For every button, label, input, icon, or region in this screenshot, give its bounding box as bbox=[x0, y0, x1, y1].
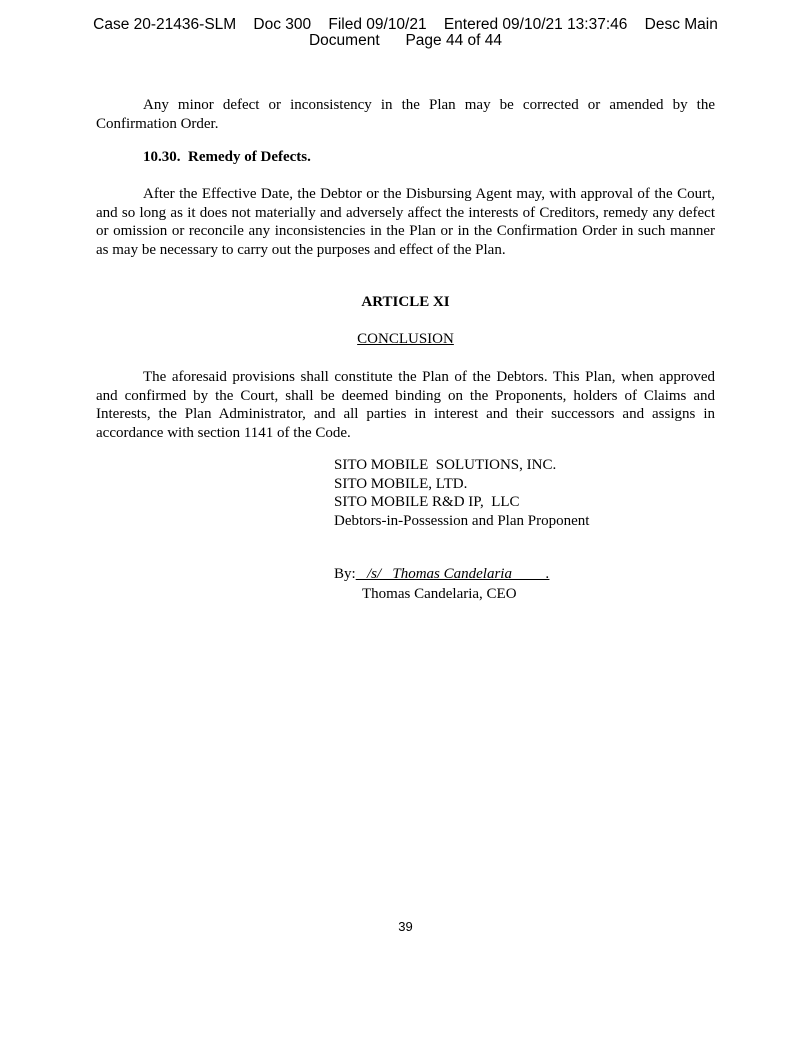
paragraph-text: After the Effective Date, the Debtor or the Disbursing Agent may, with approval of the Court, and so long as it does not materially and adversely affect the interests of Creditors, remedy any defect or omission or reconcile any inconsistencies in the Plan or in the Confirmation Order in such manner as may be necessary to carry out the purposes and effect of the Plan. bbox=[96, 186, 715, 258]
signature-role: Debtors-in-Possession and Plan Proponent bbox=[334, 513, 590, 529]
signature-entity-2: SITO MOBILE, LTD. bbox=[334, 476, 468, 492]
signature-by-line bbox=[334, 566, 549, 583]
paragraph-minor-defect bbox=[96, 96, 715, 133]
ecf-header-line2: Document Page 44 of 44 bbox=[308, 32, 502, 49]
article-subtitle-text: CONCLUSION bbox=[357, 331, 454, 347]
paragraph-remedy bbox=[96, 185, 715, 259]
page-number: 39 bbox=[398, 919, 413, 934]
signature-entity-1: SITO MOBILE SOLUTIONS, INC. bbox=[334, 457, 557, 473]
signature-text: /s/ Thomas Candelaria . bbox=[355, 566, 550, 582]
paragraph-text: The aforesaid provisions shall constitute the Plan of the Debtors. This Plan, when approved and confirmed by the Court, shall be deemed binding on the Proponents, holders of Claims and Interests, the Plan Administrator, and all parties in interest and their successors and assigns in accordance with section 1141 of the Code. bbox=[96, 369, 715, 441]
signature-entity-3: SITO MOBILE R&D IP, LLC bbox=[334, 494, 520, 510]
section-heading: 10.30. Remedy of Defects. bbox=[143, 149, 311, 165]
ecf-header-line1: Case 20-21436-SLM Doc 300 Filed 09/10/21 Entered 09/10/21 13:37:46 Desc Main bbox=[93, 16, 718, 33]
paragraph-text: Any minor defect or inconsistency in the Plan may be corrected or amended by the Confirmation Order. bbox=[96, 97, 715, 132]
by-label: By: bbox=[334, 566, 356, 582]
article-subtitle bbox=[0, 331, 811, 348]
signer-name: Thomas Candelaria, CEO bbox=[362, 586, 517, 602]
paragraph-conclusion bbox=[96, 368, 715, 442]
article-title: ARTICLE XI bbox=[361, 294, 450, 310]
